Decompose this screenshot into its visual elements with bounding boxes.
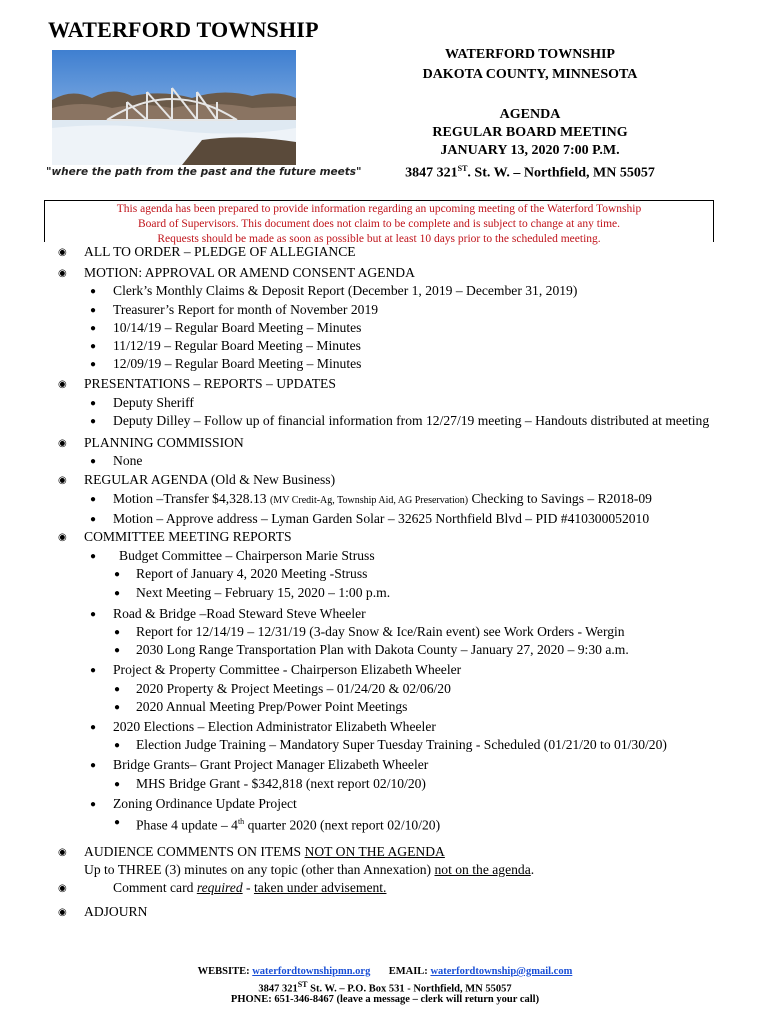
committee-zoning <box>0 795 770 813</box>
bridge-photo-image <box>52 50 296 165</box>
list-item-text: MHS Bridge Grant - $342,818 (next report 02/10/20) <box>136 775 426 791</box>
section-bullet-icon: ◉ <box>58 846 67 858</box>
header-meeting-type: REGULAR BOARD MEETING <box>432 125 628 140</box>
list-item <box>0 394 770 412</box>
list-item <box>0 775 770 793</box>
comment-advisement: taken under advisement. <box>253 880 387 896</box>
header-township: WATERFORD TOWNSHIP <box>445 47 615 62</box>
list-item-text: 12/09/19 – Regular Board Meeting – Minutes <box>113 356 362 372</box>
list-item <box>0 641 770 659</box>
list-item-text: Treasurer’s Report for month of November 2019 <box>113 301 379 317</box>
tagline: "where the path from the past and the future meets" <box>46 166 362 178</box>
committee-label: Project & Property Committee - Chairperson Elizabeth Wheeler <box>113 662 462 678</box>
rules-underlined: not on the agenda <box>434 862 531 878</box>
footer-address <box>0 980 770 995</box>
section-label: ADJOURN <box>84 904 148 920</box>
committee-label: Road & Bridge –Road Steward Steve Wheeler <box>113 605 366 621</box>
committee-road <box>0 605 770 623</box>
notice-line-1: This agenda has been prepared to provide information regarding an upcoming meeting of the Waterford Township <box>116 203 642 215</box>
section-label <box>84 843 770 861</box>
audience-text: AUDIENCE COMMENTS ON ITEMS <box>84 843 305 859</box>
agenda-section-committee <box>0 528 770 546</box>
committee-label: 2020 Elections – Election Administrator Elizabeth Wheeler <box>113 719 436 735</box>
section-bullet-icon: ◉ <box>58 532 67 544</box>
bullet-icon: ● <box>90 456 97 468</box>
bullet-icon: ● <box>114 817 121 829</box>
comment-card-note <box>0 879 770 897</box>
bullet-icon: ● <box>114 740 121 752</box>
footer-phone: PHONE: 651-346-8467 (leave a message – clerk will return your call) <box>230 994 540 1005</box>
header-date-time: JANUARY 13, 2020 7:00 P.M. <box>440 143 620 158</box>
comment-card-text <box>113 879 770 897</box>
address-rest: . St. W. – Northfield, MN 55057 <box>467 165 655 181</box>
header-agenda: AGENDA <box>499 107 561 122</box>
agenda-section-adjourn <box>0 903 770 921</box>
bullet-icon: ● <box>114 645 121 657</box>
bullet-icon: ● <box>90 341 97 353</box>
list-item <box>0 584 770 602</box>
committee-elections <box>0 718 770 736</box>
list-item-text: 2020 Property & Project Meetings – 01/24/20 & 02/06/20 <box>136 680 451 696</box>
list-item <box>0 565 770 583</box>
list-item-text: None <box>113 453 143 469</box>
committee-label: Zoning Ordinance Update Project <box>113 795 297 811</box>
bullet-icon: ● <box>90 415 97 427</box>
list-item <box>0 698 770 716</box>
committee-label: Budget Committee – Chairperson Marie Struss <box>119 548 375 564</box>
section-bullet-icon: ◉ <box>58 379 67 391</box>
list-item-text: 2030 Long Range Transportation Plan with Dakota County – January 27, 2020 – 9:30 a.m. <box>136 642 629 658</box>
list-item-text: Deputy Sheriff <box>113 394 194 410</box>
section-bullet-icon: ◉ <box>58 475 67 487</box>
bullet-icon: ● <box>90 286 97 298</box>
bullet-icon: ● <box>114 778 121 790</box>
section-bullet-icon: ◉ <box>58 438 67 450</box>
header-address <box>385 160 675 183</box>
bullet-icon: ● <box>90 760 97 772</box>
website-link[interactable]: waterfordtownshipmn.org <box>252 966 371 977</box>
bullet-icon: ● <box>114 569 121 581</box>
list-item-text <box>113 490 770 510</box>
section-bullet-icon: ◉ <box>58 907 67 919</box>
audience-rules-text <box>84 861 770 879</box>
bullet-icon: ● <box>114 683 121 695</box>
bullet-icon: ● <box>114 701 121 713</box>
notice-line-3: Requests should be made as soon as possible but at least 10 days prior to the scheduled meeting. <box>157 233 601 245</box>
committee-label: Bridge Grants– Grant Project Manager Elizabeth Wheeler <box>113 757 429 773</box>
section-bullet-icon: ◉ <box>58 883 67 895</box>
notice-line-2: Board of Supervisors. This document does not claim to be complete and is subject to change at any time. <box>137 218 621 230</box>
bullet-icon: ● <box>114 627 121 639</box>
list-item <box>0 337 770 355</box>
bullet-icon: ● <box>90 798 97 810</box>
zoning-text: Phase 4 update – 4 <box>136 817 238 833</box>
bullet-icon: ● <box>90 513 97 525</box>
agenda-list <box>0 243 770 922</box>
list-item <box>0 813 770 835</box>
bridge-photo <box>52 50 296 165</box>
list-item <box>0 452 770 470</box>
motion-transfer-note: (MV Credit-Ag, Township Aid, AG Preservation) <box>269 494 469 506</box>
section-label: PRESENTATIONS – REPORTS – UPDATES <box>84 376 336 392</box>
agenda-section-call-to-order <box>0 243 770 261</box>
agenda-section-audience <box>0 843 770 861</box>
agenda-section-planning <box>0 434 770 452</box>
section-label: REGULAR AGENDA (Old & New Business) <box>84 472 336 488</box>
bullet-icon: ● <box>90 722 97 734</box>
list-item <box>0 490 770 510</box>
audience-rules <box>0 861 770 879</box>
bullet-icon: ● <box>114 587 121 599</box>
footer-address-rest: St. W. – P.O. Box 531 - Northfield, MN 55057 <box>307 983 512 995</box>
address-sup: ST <box>457 164 468 173</box>
list-item-text: Motion – Approve address – Lyman Garden Solar – 32625 Northfield Blvd – PID #410300052010 <box>113 510 650 526</box>
address-number: 3847 321 <box>405 165 458 181</box>
section-bullet-icon: ◉ <box>58 268 67 280</box>
list-item <box>0 736 770 754</box>
zoning-rest: quarter 2020 (next report 02/10/20) <box>244 817 441 833</box>
list-item <box>0 355 770 373</box>
list-item-text: 11/12/19 – Regular Board Meeting – Minutes <box>113 338 361 354</box>
motion-transfer-text: Motion –Transfer $4,328.13 <box>113 490 270 506</box>
agenda-section-regular <box>0 471 770 489</box>
committee-budget <box>0 547 770 565</box>
bullet-icon: ● <box>90 551 97 563</box>
email-label: EMAIL: <box>388 966 428 977</box>
section-label: MOTION: APPROVAL OR AMEND CONSENT AGENDA <box>84 265 415 281</box>
bullet-icon: ● <box>90 397 97 409</box>
website-label: WEBSITE: <box>197 966 250 977</box>
list-item <box>0 301 770 319</box>
email-link[interactable]: waterfordtownship@gmail.com <box>430 966 573 977</box>
list-item-text: Deputy Dilley – Follow up of financial information from 12/27/19 meeting – Handouts distributed at meeting <box>113 412 710 428</box>
section-label: ALL TO ORDER – PLEDGE OF ALLEGIANCE <box>84 244 356 259</box>
list-item <box>0 510 770 528</box>
rules-text: Up to THREE (3) minutes on any topic (other than Annexation) <box>84 862 435 878</box>
list-item-text <box>136 813 770 835</box>
footer-contact <box>0 966 770 977</box>
section-label: COMMITTEE MEETING REPORTS <box>84 529 292 545</box>
motion-transfer-rest: Checking to Savings – R2018-09 <box>468 490 652 506</box>
section-bullet-icon: ◉ <box>58 247 67 258</box>
list-item-text: Next Meeting – February 15, 2020 – 1:00 p.m. <box>136 584 391 600</box>
list-item <box>0 680 770 698</box>
rules-period: . <box>530 862 535 878</box>
agenda-section-consent <box>0 264 770 282</box>
bullet-icon: ● <box>90 608 97 620</box>
list-item-text: 10/14/19 – Regular Board Meeting – Minutes <box>113 319 362 335</box>
notice-box <box>44 200 714 245</box>
footer-address-sup: ST <box>297 980 308 989</box>
list-item <box>0 623 770 641</box>
comment-dash: - <box>242 880 254 896</box>
bullet-icon: ● <box>90 665 97 677</box>
list-item-text: 2020 Annual Meeting Prep/Power Point Meetings <box>136 698 408 714</box>
header-county: DAKOTA COUNTY, MINNESOTA <box>422 67 638 82</box>
bullet-icon: ● <box>90 304 97 316</box>
list-item <box>0 319 770 337</box>
audience-underlined: NOT ON THE AGENDA <box>304 843 445 859</box>
list-item-text: Clerk’s Monthly Claims & Deposit Report (December 1, 2019 – December 31, 2019) <box>113 283 578 299</box>
footer-address-number: 3847 321 <box>258 983 298 995</box>
agenda-section-presentations <box>0 375 770 393</box>
township-title: WATERFORD TOWNSHIP <box>48 17 319 42</box>
list-item-text: Election Judge Training – Mandatory Super Tuesday Training - Scheduled (01/21/20 to 01/30/20) <box>136 737 667 753</box>
committee-project <box>0 661 770 679</box>
list-item <box>0 282 770 300</box>
comment-required: required <box>196 880 243 896</box>
list-item-text: Report of January 4, 2020 Meeting -Struss <box>136 566 368 582</box>
zoning-sup: th <box>237 817 245 827</box>
list-item-text: Report for 12/14/19 – 12/31/19 (3-day Snow & Ice/Rain event) see Work Orders - Wergin <box>136 624 625 640</box>
bullet-icon: ● <box>90 359 97 371</box>
comment-text: Comment card <box>113 880 197 896</box>
committee-grants <box>0 756 770 774</box>
bullet-icon: ● <box>90 493 97 505</box>
list-item <box>0 412 770 430</box>
section-label: PLANNING COMMISSION <box>84 435 244 451</box>
bullet-icon: ● <box>90 322 97 334</box>
